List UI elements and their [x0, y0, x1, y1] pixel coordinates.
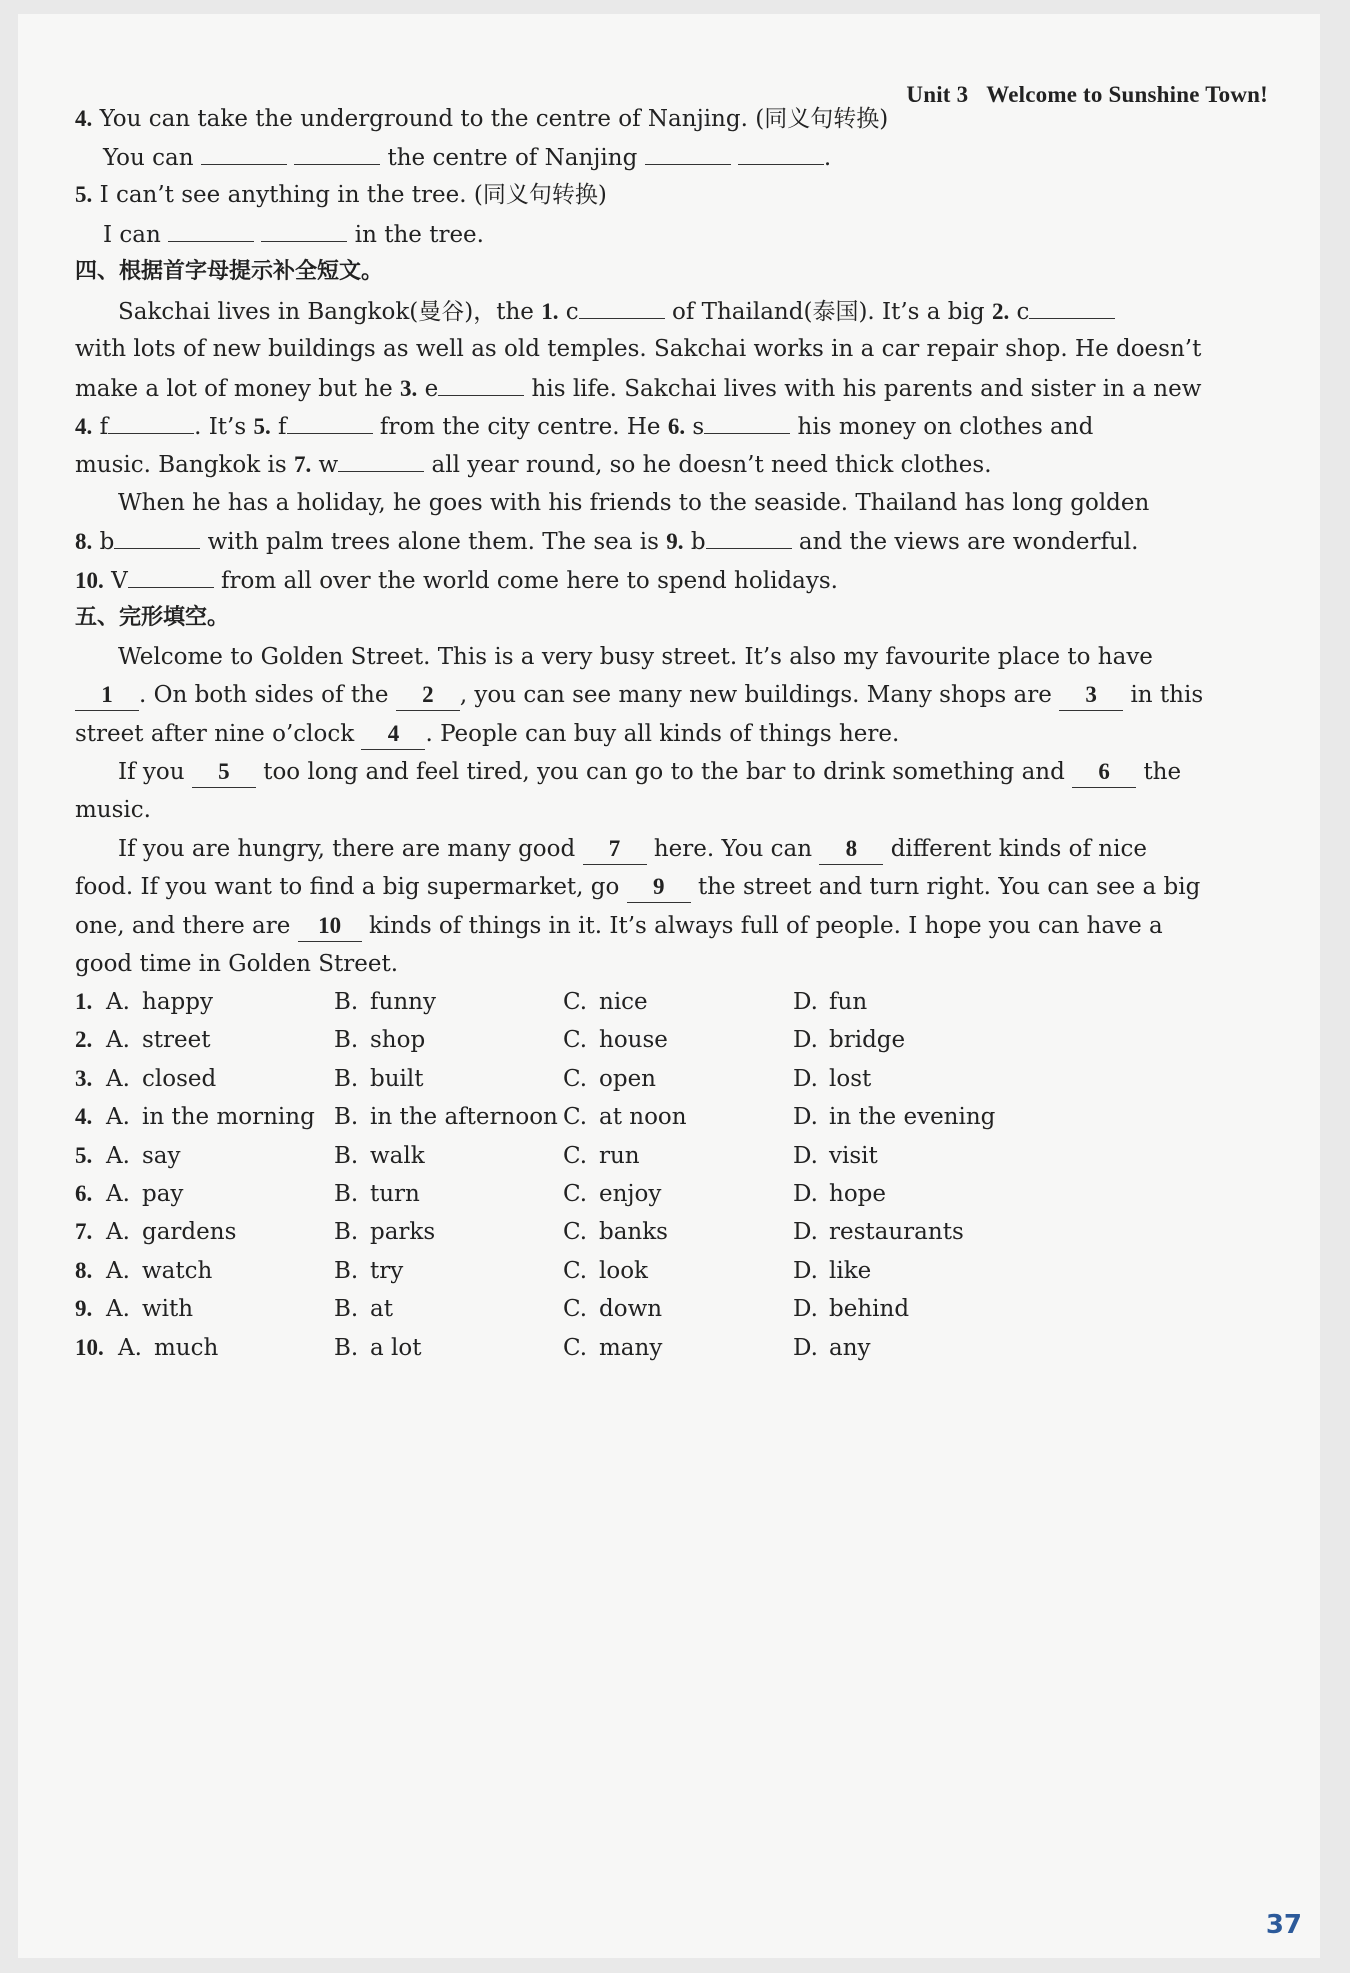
cloze-number-6[interactable]: 6: [1072, 757, 1136, 788]
page-number: 37: [1265, 1910, 1302, 1940]
option-a[interactable]: A. with: [106, 1296, 194, 1323]
cloze-number-8[interactable]: 8: [819, 834, 883, 865]
section-5-line-2: 1 . On both sides of the 2 , you can see many new buildings. Many shops are 3 in this: [75, 680, 1320, 711]
option-b[interactable]: B. parks: [334, 1219, 436, 1246]
option-number: 8.: [75, 1257, 93, 1283]
option-number: 4.: [75, 1104, 93, 1130]
cloze-blank-5[interactable]: [287, 411, 373, 434]
option-b[interactable]: B. built: [334, 1065, 424, 1092]
rewrite-answer-5: I can in the tree.: [103, 219, 1320, 250]
option-b[interactable]: B. walk: [334, 1142, 425, 1169]
option-c[interactable]: C. at noon: [563, 1104, 687, 1131]
option-number: 10.: [75, 1334, 104, 1360]
section-4-line-6: When he has a holiday, he goes with his friends to the seaside. Thailand has long golden: [118, 490, 1150, 516]
cloze-blank-10[interactable]: [128, 565, 214, 588]
option-a[interactable]: A. pay: [106, 1181, 184, 1207]
option-a[interactable]: A. much: [118, 1334, 219, 1361]
option-number: 9.: [75, 1296, 93, 1322]
option-a[interactable]: A. in the morning: [106, 1104, 315, 1131]
section-4-line-5: music. Bangkok is 7. w all year round, so he doesn’t need thick clothes.: [75, 449, 1320, 480]
cloze-number-9[interactable]: 9: [627, 872, 691, 903]
option-a[interactable]: A. watch: [106, 1257, 213, 1284]
cloze-blank-1[interactable]: [579, 296, 665, 319]
section-4-heading: 四、根据首字母提示补全短文。: [75, 259, 384, 284]
option-b[interactable]: B. funny: [334, 989, 436, 1015]
option-d[interactable]: D. lost: [793, 1065, 872, 1092]
option-number: 1.: [75, 989, 93, 1014]
option-d[interactable]: D. bridge: [793, 1027, 906, 1054]
section-5-line-7: food. If you want to find a big supermarket, go 9 the street and turn right. You can see a big: [75, 872, 1320, 903]
section-4-line-2: with lots of new buildings as well as old temples. Sakchai works in a car repair shop. He doesn’t: [75, 336, 1202, 362]
cloze-blank-6[interactable]: [704, 411, 790, 434]
cloze-number-3[interactable]: 3: [1059, 680, 1123, 711]
section-5-line-3: street after nine o’clock 4 . People can buy all kinds of things here.: [75, 719, 1320, 750]
section-5-line-9: good time in Golden Street.: [75, 951, 399, 977]
option-b[interactable]: B. try: [334, 1257, 404, 1284]
option-c[interactable]: C. enjoy: [563, 1181, 662, 1207]
section-4-line-8: 10. V from all over the world come here to spend holidays.: [75, 565, 1320, 596]
option-b[interactable]: B. at: [334, 1296, 393, 1323]
section-4-line-7: 8. b with palm trees alone them. The sea is 9. b and the views are wonderful.: [75, 526, 1320, 557]
option-c[interactable]: C. nice: [563, 989, 648, 1015]
cloze-number-1[interactable]: 1: [75, 680, 139, 711]
answer-blank[interactable]: [201, 142, 287, 165]
answer-blank[interactable]: [168, 219, 254, 242]
option-c[interactable]: C. open: [563, 1065, 656, 1092]
option-d[interactable]: D. fun: [793, 989, 868, 1015]
option-b[interactable]: B. a lot: [334, 1334, 422, 1361]
rewrite-question-5: 5. I can’t see anything in the tree. (同义句转换): [75, 182, 607, 208]
option-d[interactable]: D. restaurants: [793, 1219, 964, 1246]
unit-title: Welcome to Sunshine Town!: [986, 82, 1268, 107]
option-d[interactable]: D. hope: [793, 1181, 886, 1207]
cloze-blank-3[interactable]: [438, 373, 524, 396]
answer-blank[interactable]: [261, 219, 347, 242]
option-a[interactable]: A. happy: [106, 989, 213, 1015]
option-d[interactable]: D. any: [793, 1334, 871, 1361]
option-a[interactable]: A. street: [106, 1027, 211, 1054]
option-a[interactable]: A. say: [106, 1142, 181, 1169]
answer-blank[interactable]: [294, 142, 380, 165]
option-c[interactable]: C. down: [563, 1296, 663, 1323]
rewrite-answer-4: You can the centre of Nanjing .: [103, 142, 1320, 173]
section-4-line-1: Sakchai lives in Bangkok(曼谷)，the 1. c of Thailand(泰国). It’s a big 2. c: [118, 296, 1268, 327]
answer-blank[interactable]: [645, 142, 731, 165]
section-4-line-3: make a lot of money but he 3. e his life. Sakchai lives with his parents and sister in a new: [75, 373, 1268, 404]
option-d[interactable]: D. visit: [793, 1142, 878, 1169]
unit-label: Unit 3: [906, 82, 969, 107]
section-5-line-6: If you are hungry, there are many good 7 here. You can 8 different kinds of nice: [118, 834, 1320, 865]
option-c[interactable]: C. many: [563, 1334, 663, 1361]
cloze-number-4[interactable]: 4: [361, 719, 425, 750]
cloze-number-10[interactable]: 10: [298, 911, 362, 942]
cloze-blank-7[interactable]: [338, 449, 424, 472]
cloze-number-2[interactable]: 2: [396, 680, 460, 711]
section-5-heading: 五、完形填空。: [75, 605, 230, 630]
option-b[interactable]: B. turn: [334, 1181, 420, 1207]
option-c[interactable]: C. look: [563, 1257, 648, 1284]
rewrite-question-4: 4. You can take the underground to the centre of Nanjing. (同义句转换): [75, 106, 889, 132]
option-d[interactable]: D. in the evening: [793, 1104, 996, 1131]
option-number: 6.: [75, 1181, 93, 1206]
option-a[interactable]: A. closed: [106, 1065, 217, 1092]
section-5-line-8: one, and there are 10 kinds of things in it. It’s always full of people. I hope you can have a: [75, 911, 1320, 942]
option-number: 5.: [75, 1142, 93, 1168]
cloze-blank-8[interactable]: [114, 526, 200, 549]
cloze-blank-2[interactable]: [1029, 296, 1115, 319]
option-b[interactable]: B. in the afternoon: [334, 1104, 558, 1131]
option-number: 3.: [75, 1065, 93, 1091]
section-5-line-1: Welcome to Golden Street. This is a very busy street. It’s also my favourite place to have: [118, 644, 1153, 670]
option-number: 2.: [75, 1027, 93, 1053]
option-number: 7.: [75, 1219, 93, 1245]
worksheet-page: [18, 14, 1320, 1958]
option-c[interactable]: C. house: [563, 1027, 668, 1054]
cloze-blank-4[interactable]: [108, 411, 194, 434]
section-4-line-4: 4. f . It’s 5. f from the city centre. He 6. s his money on clothes and: [75, 411, 1268, 442]
option-c[interactable]: C. run: [563, 1142, 640, 1169]
cloze-number-7[interactable]: 7: [583, 834, 647, 865]
section-5-line-4: If you 5 too long and feel tired, you can go to the bar to drink something and 6 the: [118, 757, 1320, 788]
answer-blank[interactable]: [738, 142, 824, 165]
cloze-number-5[interactable]: 5: [192, 757, 256, 788]
section-5-line-5: music.: [75, 797, 151, 823]
cloze-blank-9[interactable]: [706, 526, 792, 549]
option-d[interactable]: D. behind: [793, 1296, 910, 1323]
option-d[interactable]: D. like: [793, 1257, 872, 1284]
option-a[interactable]: A. gardens: [106, 1219, 237, 1246]
option-c[interactable]: C. banks: [563, 1219, 668, 1246]
option-b[interactable]: B. shop: [334, 1027, 426, 1054]
